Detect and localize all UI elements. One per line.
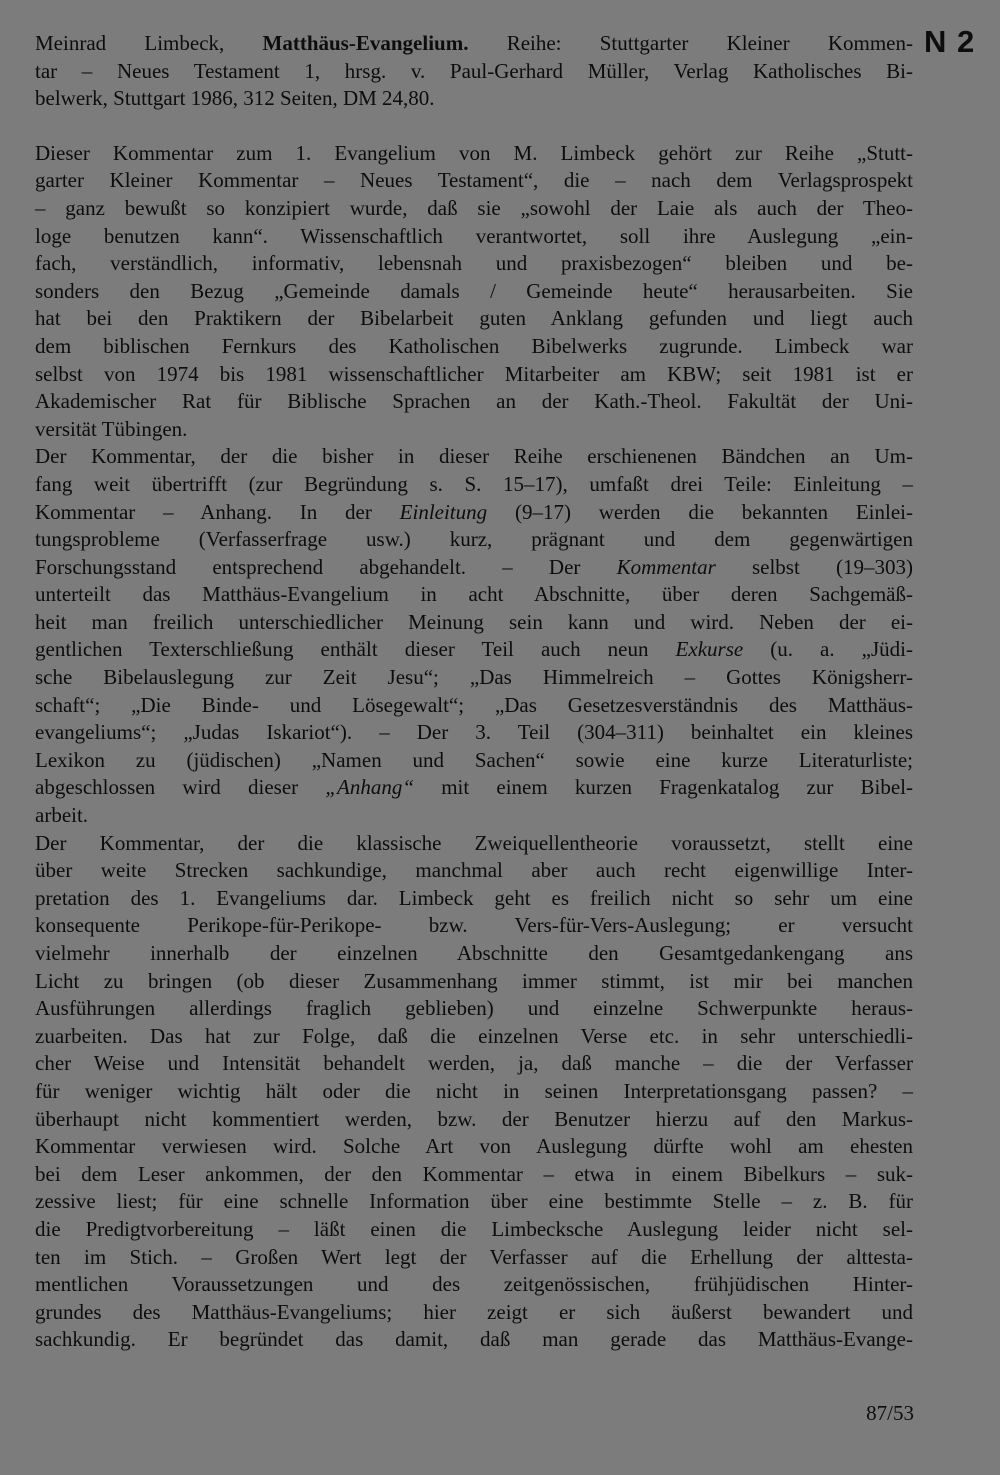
text-run: die Predigtvorbereitung – läßt einen die Limbecksche Auslegung leider nicht sel-: [35, 1216, 913, 1241]
text-line: [35, 636, 913, 664]
text-line: [35, 499, 913, 527]
text-run: überhaupt nicht kommentiert werden, bzw. der Benutzer hierzu auf den Markus-: [35, 1106, 913, 1131]
text-line: [35, 333, 913, 361]
text-line: [35, 830, 913, 858]
bold-text: Matthäus-Evangelium.: [262, 31, 469, 55]
text-run: sachkundig. Er begründet das damit, daß man gerade das Matthäus-Evange-: [35, 1327, 913, 1352]
text-run: pretation des 1. Evangeliums dar. Limbeck geht es freilich nicht so sehr um eine: [35, 885, 913, 910]
text-run: vielmehr innerhalb der einzelnen Abschnitte den Gesamtgedankengang ans: [35, 941, 913, 965]
text-run: sche Bibelauslegung zur Zeit Jesu“; „Das Himmelreich – Gottes Königsherr-: [35, 665, 913, 690]
text-run: sonders den Bezug „Gemeinde damals / Gemeinde heute“ herausarbeiten. Sie: [35, 278, 913, 303]
text-line: [35, 1078, 913, 1106]
text-line: [35, 802, 913, 830]
text-line: [35, 692, 913, 720]
text-run: evangeliums“; „Judas Iskariot“). – Der 3. Teil (304–311) beinhaltet ein kleines: [35, 720, 913, 745]
text-line: [35, 471, 913, 499]
text-run: ten im Stich. – Großen Wert legt der Verfasser auf die Erhellung der alttesta-: [35, 1244, 913, 1269]
text-run: mentlichen Voraussetzungen und des zeitgenössischen, frühjüdischen Hinter-: [35, 1272, 913, 1297]
italic-text: Einleitung: [399, 499, 488, 524]
text-line: [35, 885, 913, 913]
text-line: [35, 1216, 913, 1244]
text-run: selbst von 1974 bis 1981 wissenschaftlicher Mitarbeiter am KBW; seit 1981 ist er: [35, 361, 913, 386]
text-line: [35, 581, 913, 609]
text-run: hat bei den Praktikern der Bibelarbeit guten Anklang gefunden und liegt auch: [35, 306, 913, 331]
text-run: belwerk, Stuttgart 1986, 312 Seiten, DM 24,80.: [35, 86, 435, 111]
italic-text: Exkurse: [675, 637, 744, 662]
text-run: konsequente Perikope-für-Perikope- bzw. Vers-für-Vers-Auslegung; er versucht: [35, 913, 913, 938]
italic-text: Kommentar: [616, 554, 716, 579]
text-line: [35, 85, 913, 113]
text-run: Der Kommentar, der die klassische Zweiquellentheorie voraussetzt, stellt eine: [35, 830, 913, 855]
text-line: [35, 1188, 913, 1216]
section-tag: N 2: [924, 24, 976, 59]
text-run: bei dem Leser ankommen, der den Kommentar – etwa in einem Bibelkurs – suk-: [35, 1161, 913, 1186]
text-run: mit einem kurzen Fragenkatalog zur Bibel-: [414, 775, 913, 800]
italic-text: „Anhang“: [325, 775, 415, 800]
text-line: [35, 1161, 913, 1189]
text-line: [35, 609, 913, 637]
text-run: loge benutzen kann“. Wissenschaftlich verantwortet, soll ihre Auslegung „ein-: [35, 223, 913, 248]
text-run: selbst (19–303): [715, 554, 913, 579]
text-run: Kommentar verwiesen wird. Solche Art von Auslegung dürfte wohl am ehesten: [35, 1134, 913, 1159]
text-run: fach, verständlich, informativ, lebensnah und praxisbezogen“ bleiben und be-: [35, 251, 913, 276]
text-run: cher Weise und Intensität behandelt werden, ja, daß manche – die der Verfasser: [35, 1051, 913, 1076]
text-run: Lexikon zu (jüdischen) „Namen und Sachen“ sowie eine kurze Literaturliste;: [35, 747, 913, 772]
text-run: – ganz bewußt so konzipiert wurde, daß sie „sowohl der Laie als auch der Theo-: [35, 195, 913, 220]
text-line: [35, 747, 913, 775]
text-run: (u. a. „Jüdi-: [743, 637, 914, 662]
text-line: [35, 526, 913, 554]
text-line: [35, 664, 913, 692]
text-run: für weniger wichtig hält oder die nicht in seinen Interpretationsgang passen? –: [35, 1078, 913, 1103]
text-line: [35, 278, 913, 306]
text-run: Kommentar – Anhang. In der: [35, 499, 400, 524]
text-line: [35, 1299, 913, 1327]
text-line: [35, 774, 913, 802]
text-run: über weite Strecken sachkundige, manchmal aber auch recht eigenwillige Inter-: [35, 858, 913, 883]
text-run: fang weit übertrifft (zur Begründung s. S. 15–17), umfaßt drei Teile: Einleitung –: [35, 471, 913, 496]
text-run: (9–17) werden die bekannten Einlei-: [487, 499, 913, 524]
text-line: [35, 140, 913, 168]
page-number: 87/53: [866, 1401, 914, 1425]
text-run: tungsprobleme (Verfasserfrage usw.) kurz, prägnant und dem gegenwärtigen: [35, 527, 913, 552]
text-line: [35, 1326, 913, 1354]
text-run: gentlichen Texterschließung enthält dieser Teil auch neun: [35, 637, 676, 662]
text-line: [35, 940, 913, 968]
text-line: [35, 857, 913, 885]
text-line: [35, 1244, 913, 1272]
text-run: Licht zu bringen (ob dieser Zusammenhang immer stimmt, ist mir bei manchen: [35, 968, 913, 993]
text-run: Ausführungen allerdings fraglich geblieben) und einzelne Schwerpunkte heraus-: [35, 996, 913, 1021]
text-run: Reihe: Stuttgarter Kleiner Kommen-: [468, 31, 913, 55]
text-run: Dieser Kommentar zum 1. Evangelium von M. Limbeck gehört zur Reihe „Stutt-: [35, 140, 913, 165]
text-line: [35, 1271, 913, 1299]
text-run: zessive liest; für eine schnelle Information über eine bestimmte Stelle – z. B. für: [35, 1189, 913, 1214]
text-run: versität Tübingen.: [35, 416, 188, 441]
text-run: Akademischer Rat für Biblische Sprachen an der Kath.-Theol. Fakultät der Uni-: [35, 389, 913, 414]
text-line: [35, 250, 913, 278]
text-line: [35, 1023, 913, 1051]
text-line: [35, 995, 913, 1023]
text-line: [35, 1133, 913, 1161]
text-line: [35, 968, 913, 996]
text-line: [35, 167, 913, 195]
text-line: [35, 719, 913, 747]
text-run: heit man freilich unterschiedlicher Meinung sein kann und wird. Neben der ei-: [35, 609, 913, 634]
text-line: [35, 361, 913, 389]
text-run: Meinrad Limbeck,: [35, 31, 263, 55]
text-run: Der Kommentar, der die bisher in dieser Reihe erschienenen Bändchen an Um-: [35, 444, 913, 469]
text-line: [35, 305, 913, 333]
text-line: [35, 388, 913, 416]
text-line: [35, 1050, 913, 1078]
text-line: [35, 1106, 913, 1134]
text-run: tar – Neues Testament 1, hrsg. v. Paul-Gerhard Müller, Verlag Katholisches Bi-: [35, 58, 913, 83]
text-line: [35, 443, 913, 471]
text-run: arbeit.: [35, 803, 89, 828]
text-line: [35, 554, 913, 582]
text-run: abgeschlossen wird dieser: [35, 775, 326, 800]
text-run: grundes des Matthäus-Evangeliums; hier zeigt er sich äußerst bewandert und: [35, 1299, 913, 1324]
paragraph-gap: [35, 113, 913, 140]
text-run: schaft“; „Die Binde- und Lösegewalt“; „Das Gesetzesverständnis des Matthäus-: [35, 692, 913, 717]
text-line: [35, 416, 913, 444]
text-run: Forschungsstand entsprechend abgehandelt. – Der: [35, 554, 617, 579]
text-line: [35, 30, 913, 58]
text-line: [35, 912, 913, 940]
text-run: zuarbeiten. Das hat zur Folge, daß die einzelnen Verse etc. in sehr unterschiedli-: [35, 1023, 913, 1048]
text-line: [35, 195, 913, 223]
text-run: unterteilt das Matthäus-Evangelium in acht Abschnitte, über deren Sachgemäß-: [35, 582, 913, 607]
text-line: [35, 223, 913, 251]
text-run: dem biblischen Fernkurs des Katholischen Bibelwerks zugrunde. Limbeck war: [35, 333, 913, 358]
review-text: [35, 30, 913, 1354]
text-run: garter Kleiner Kommentar – Neues Testament“, die – nach dem Verlagsprospekt: [35, 168, 913, 193]
text-line: [35, 58, 913, 86]
